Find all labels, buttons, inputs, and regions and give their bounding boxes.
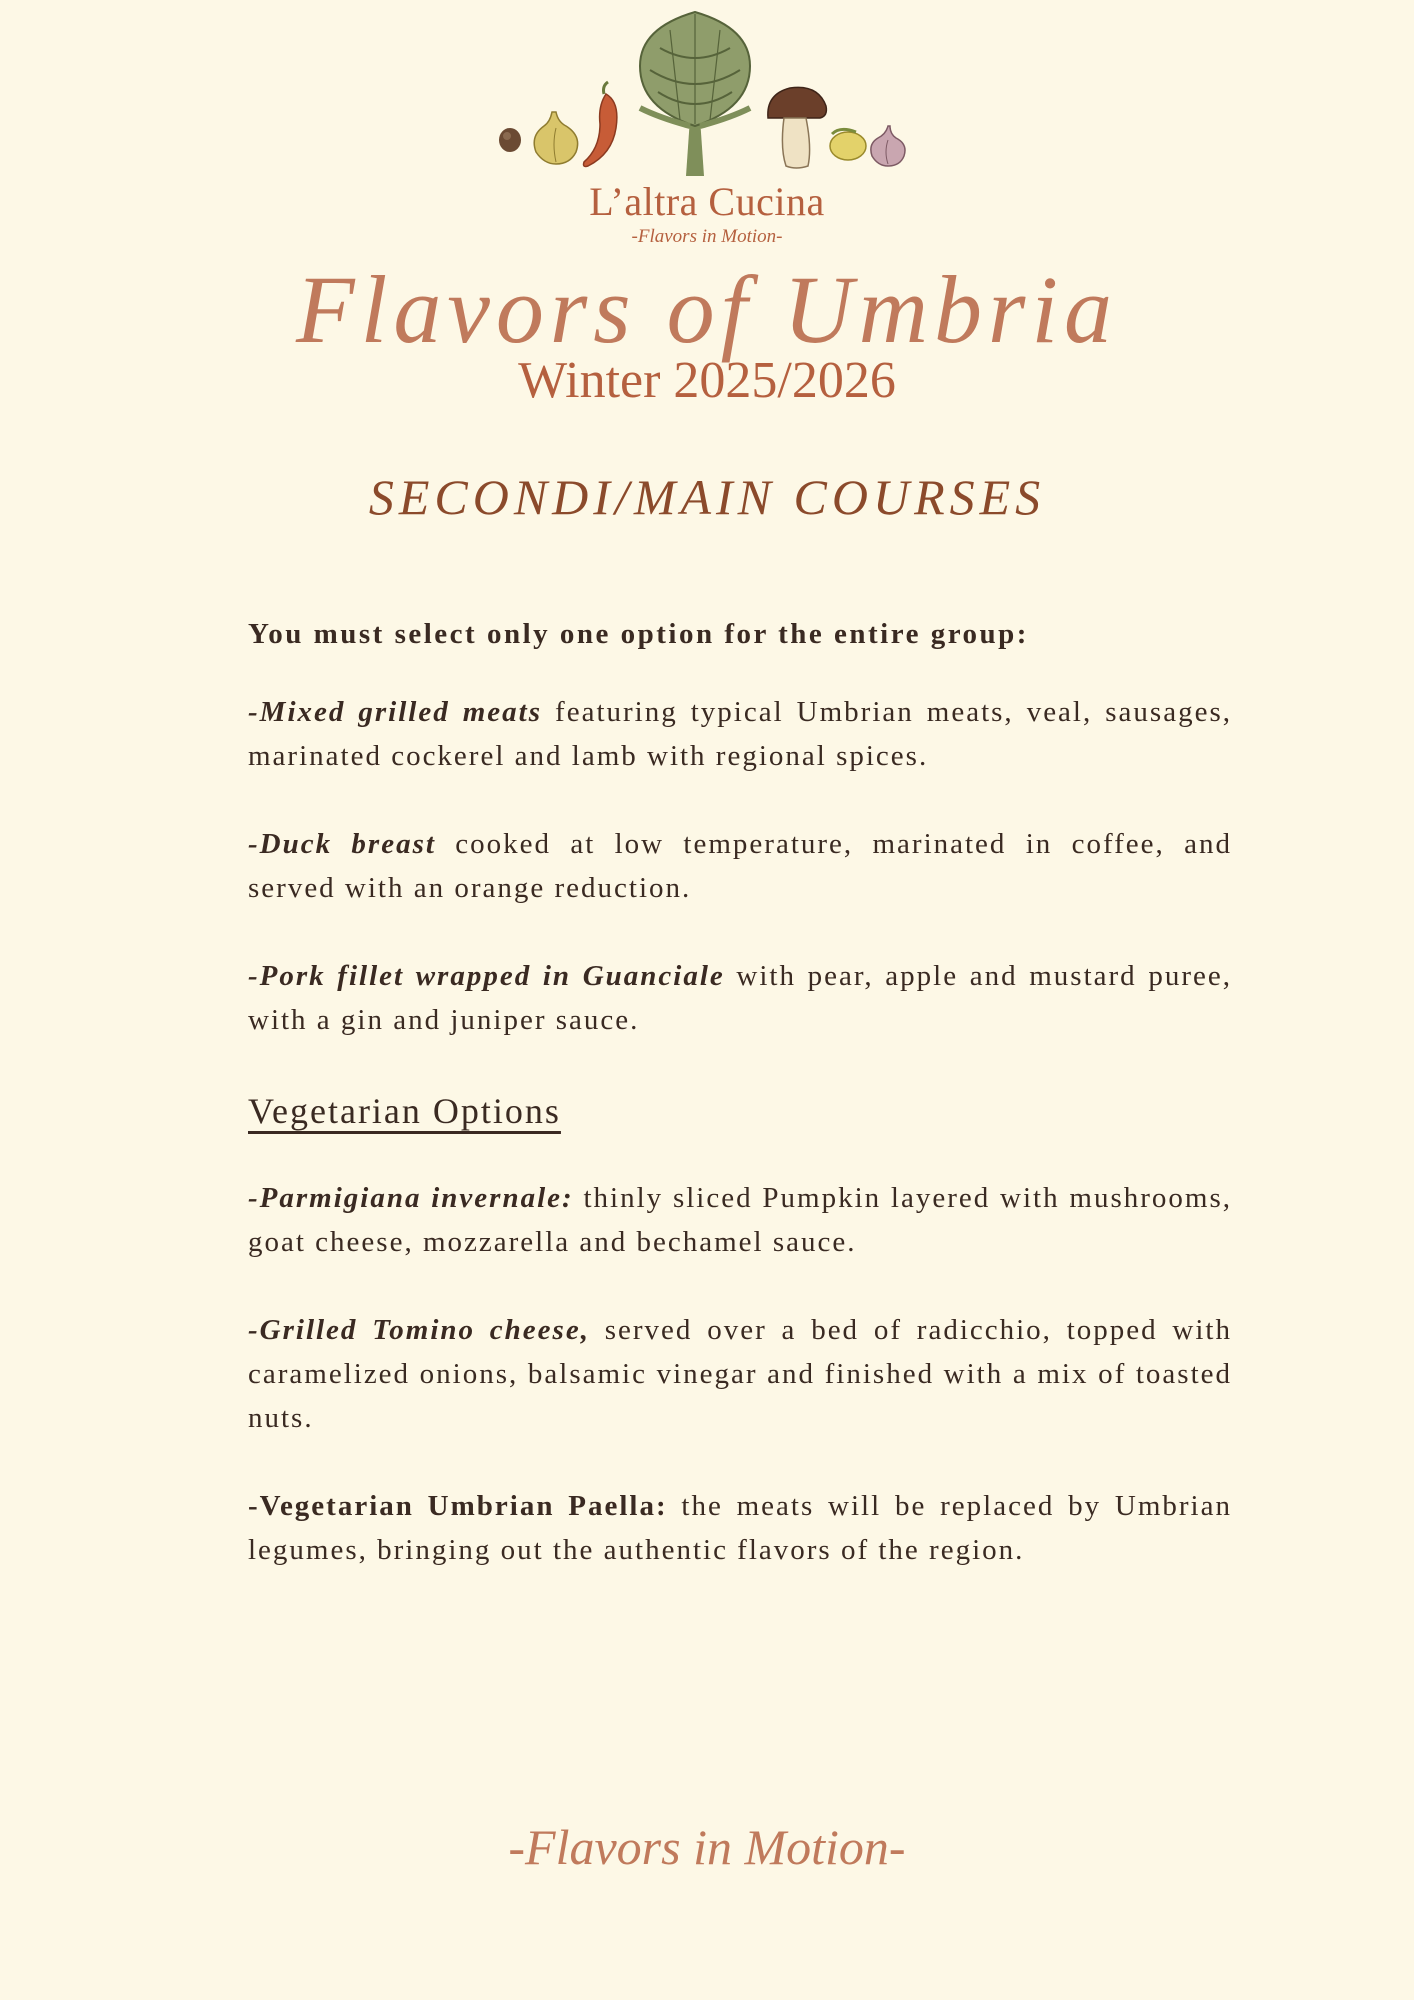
dish-name: -Mixed grilled meats [248, 696, 543, 728]
dish-description: cooked at low temperature, marinated in coffee, and served with an orange reduction. [248, 828, 1232, 904]
hazelnut-icon [499, 128, 521, 152]
menu-item [248, 690, 1232, 778]
dish-name: -Parmigiana invernale: [248, 1182, 574, 1214]
menu-item [248, 1484, 1232, 1572]
dish-name: -Vegetarian Umbrian Paella: [248, 1490, 668, 1522]
dish-description: served over a bed of radicchio, topped with caramelized onions, balsamic vinegar and finished with a mix of toasted nuts. [248, 1314, 1232, 1434]
onion-icon [534, 112, 577, 164]
dish-description: with pear, apple and mustard puree, with a gin and juniper sauce. [248, 960, 1232, 1036]
dish-name: -Grilled Tomino cheese, [248, 1314, 590, 1346]
menu-content [248, 612, 1232, 1616]
menu-season: Winter 2025/2026 [518, 352, 896, 409]
chili-pepper-icon [584, 82, 617, 167]
dish-description: thinly sliced Pumpkin layered with mushrooms, goat cheese, mozzarella and bechamel sauce. [248, 1182, 1232, 1258]
section-title: SECONDI/MAIN COURSES [368, 469, 1046, 525]
artichoke-icon [640, 12, 750, 176]
logo-illustration [490, 8, 910, 178]
selection-instruction: You must select only one option for the entire group: [248, 618, 1029, 650]
brand-name: L’altra Cucina [589, 179, 825, 224]
lemon-icon [830, 129, 866, 160]
dish-description: the meats will be replaced by Umbrian legumes, bringing out the authentic flavors of the region. [248, 1490, 1232, 1566]
menu-item [248, 822, 1232, 910]
garlic-icon [871, 126, 905, 166]
mushroom-icon [768, 87, 827, 168]
dish-name: -Duck breast [248, 828, 436, 860]
dish-name: -Pork fillet wrapped in Guanciale [248, 960, 725, 992]
menu-item [248, 954, 1232, 1042]
brand-tagline: -Flavors in Motion- [631, 226, 783, 247]
dish-description: featuring typical Umbrian meats, veal, sausages, marinated cockerel and lamb with regional spices. [248, 696, 1232, 772]
vegetarian-heading: Vegetarian Options [248, 1091, 561, 1131]
menu-item [248, 1308, 1232, 1440]
footer-tagline: -Flavors in Motion- [508, 1819, 906, 1875]
menu-item [248, 1176, 1232, 1264]
menu-script-title: Flavors of Umbria [296, 256, 1118, 363]
